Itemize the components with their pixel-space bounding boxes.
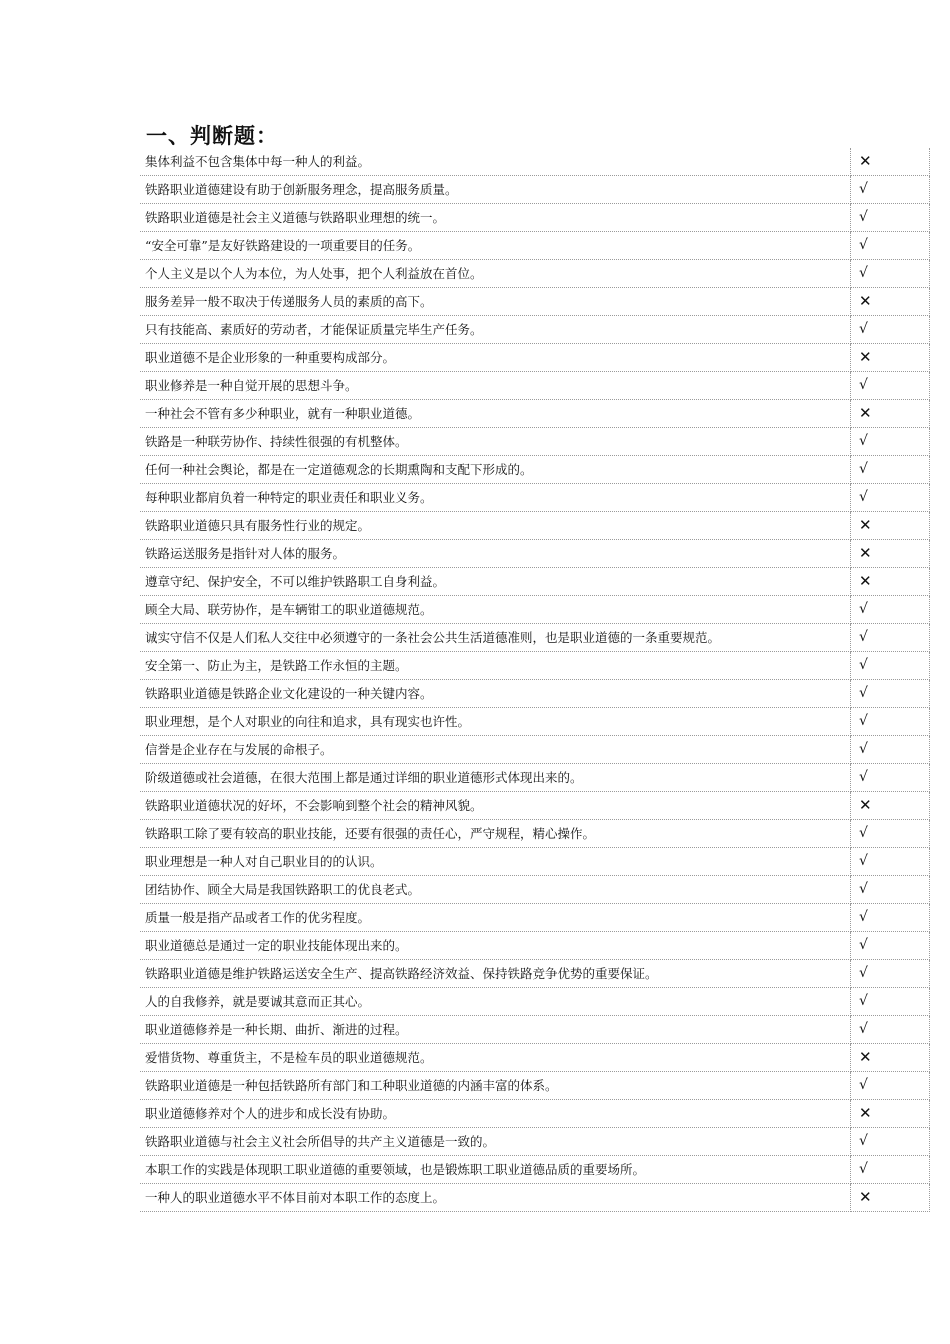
question-row — [140, 148, 930, 176]
answer-correct-mark: √ — [851, 652, 930, 680]
answer-correct-mark: √ — [851, 680, 930, 708]
question-text: 遵章守纪、保护安全，不可以维护铁路职工自身利益。 — [140, 568, 851, 596]
question-row — [140, 316, 930, 344]
question-text: 铁路运送服务是指针对人体的服务。 — [140, 540, 851, 568]
question-row — [140, 372, 930, 400]
question-text: 职业道德修养对个人的进步和成长没有协助。 — [140, 1100, 851, 1128]
question-row — [140, 764, 930, 792]
answer-correct-mark: √ — [851, 260, 930, 288]
question-row — [140, 1128, 930, 1156]
answer-wrong-mark: ✕ — [851, 288, 930, 316]
answer-correct-mark: √ — [851, 232, 930, 260]
answer-wrong-mark: ✕ — [851, 540, 930, 568]
answer-correct-mark: √ — [851, 904, 930, 932]
question-row — [140, 1100, 930, 1128]
answer-wrong-mark: ✕ — [851, 344, 930, 372]
answer-correct-mark: √ — [851, 176, 930, 204]
question-text: 铁路职业道德是铁路企业文化建设的一种关键内容。 — [140, 680, 851, 708]
answer-correct-mark: √ — [851, 1016, 930, 1044]
answer-correct-mark: √ — [851, 624, 930, 652]
question-text: “安全可靠”是友好铁路建设的一项重要目的任务。 — [140, 232, 851, 260]
question-text: 信誉是企业存在与发展的命根子。 — [140, 736, 851, 764]
question-text: 铁路职工除了要有较高的职业技能，还要有很强的责任心，严守规程，精心操作。 — [140, 820, 851, 848]
answer-wrong-mark: ✕ — [851, 400, 930, 428]
answer-correct-mark: √ — [851, 932, 930, 960]
question-row — [140, 932, 930, 960]
question-row — [140, 512, 930, 540]
true-false-question-table — [140, 148, 930, 1212]
answer-wrong-mark: ✕ — [851, 512, 930, 540]
question-text: 一种人的职业道德水平不体目前对本职工作的态度上。 — [140, 1184, 851, 1212]
answer-correct-mark: √ — [851, 820, 930, 848]
question-row — [140, 288, 930, 316]
question-row — [140, 624, 930, 652]
question-text: 职业道德修养是一种长期、曲折、渐进的过程。 — [140, 1016, 851, 1044]
question-text: 个人主义是以个人为本位，为人处事，把个人利益放在首位。 — [140, 260, 851, 288]
answer-correct-mark: √ — [851, 960, 930, 988]
answer-wrong-mark: ✕ — [851, 1100, 930, 1128]
answer-correct-mark: √ — [851, 988, 930, 1016]
answer-correct-mark: √ — [851, 1156, 930, 1184]
answer-correct-mark: √ — [851, 596, 930, 624]
answer-wrong-mark: ✕ — [851, 1044, 930, 1072]
question-row — [140, 456, 930, 484]
question-row — [140, 176, 930, 204]
answer-correct-mark: √ — [851, 736, 930, 764]
question-row — [140, 1072, 930, 1100]
answer-wrong-mark: ✕ — [851, 792, 930, 820]
question-text: 本职工作的实践是体现职工职业道德的重要领域，也是锻炼职工职业道德品质的重要场所。 — [140, 1156, 851, 1184]
question-text: 铁路职业道德是社会主义道德与铁路职业理想的统一。 — [140, 204, 851, 232]
question-text: 顾全大局、联劳协作，是车辆钳工的职业道德规范。 — [140, 596, 851, 624]
question-row — [140, 960, 930, 988]
question-text: 诚实守信不仅是人们私人交往中必须遵守的一条社会公共生活道德准则，也是职业道德的一条重要规范。 — [140, 624, 851, 652]
answer-correct-mark: √ — [851, 1128, 930, 1156]
question-text: 集体利益不包含集体中每一种人的利益。 — [140, 148, 851, 176]
question-row — [140, 792, 930, 820]
question-row — [140, 596, 930, 624]
answer-correct-mark: √ — [851, 764, 930, 792]
answer-correct-mark: √ — [851, 316, 930, 344]
question-row — [140, 988, 930, 1016]
question-row — [140, 1156, 930, 1184]
question-text: 铁路职业道德是维护铁路运送安全生产、提高铁路经济效益、保持铁路竞争优势的重要保证。 — [140, 960, 851, 988]
question-row — [140, 400, 930, 428]
question-text: 人的自我修养，就是要诚其意而正其心。 — [140, 988, 851, 1016]
question-row — [140, 652, 930, 680]
question-row — [140, 428, 930, 456]
question-text: 职业道德不是企业形象的一种重要构成部分。 — [140, 344, 851, 372]
question-row — [140, 232, 930, 260]
question-row — [140, 344, 930, 372]
question-row — [140, 1016, 930, 1044]
question-row — [140, 260, 930, 288]
answer-correct-mark: √ — [851, 428, 930, 456]
answer-correct-mark: √ — [851, 708, 930, 736]
answer-correct-mark: √ — [851, 456, 930, 484]
answer-correct-mark: √ — [851, 372, 930, 400]
question-text: 任何一种社会舆论，都是在一定道德观念的长期熏陶和支配下形成的。 — [140, 456, 851, 484]
question-row — [140, 904, 930, 932]
question-text: 每种职业都肩负着一种特定的职业责任和职业义务。 — [140, 484, 851, 512]
answer-correct-mark: √ — [851, 484, 930, 512]
question-row — [140, 736, 930, 764]
answer-correct-mark: √ — [851, 876, 930, 904]
question-text: 一种社会不管有多少种职业，就有一种职业道德。 — [140, 400, 851, 428]
question-text: 铁路职业道德与社会主义社会所倡导的共产主义道德是一致的。 — [140, 1128, 851, 1156]
question-text: 阶级道德或社会道德，在很大范围上都是通过详细的职业道德形式体现出来的。 — [140, 764, 851, 792]
question-list — [140, 148, 930, 1212]
question-row — [140, 1044, 930, 1072]
question-text: 爱惜货物、尊重货主，不是检车员的职业道德规范。 — [140, 1044, 851, 1072]
question-text: 只有技能高、素质好的劳动者，才能保证质量完毕生产任务。 — [140, 316, 851, 344]
question-row — [140, 876, 930, 904]
question-row — [140, 848, 930, 876]
answer-wrong-mark: ✕ — [851, 568, 930, 596]
question-row — [140, 820, 930, 848]
answer-wrong-mark: ✕ — [851, 148, 930, 176]
question-text: 铁路职业道德建设有助于创新服务理念，提高服务质量。 — [140, 176, 851, 204]
question-text: 铁路职业道德只具有服务性行业的规定。 — [140, 512, 851, 540]
question-row — [140, 1184, 930, 1212]
question-row — [140, 540, 930, 568]
question-row — [140, 680, 930, 708]
question-text: 安全第一、防止为主，是铁路工作永恒的主题。 — [140, 652, 851, 680]
question-text: 职业修养是一种自觉开展的思想斗争。 — [140, 372, 851, 400]
question-text: 铁路职业道德状况的好坏，不会影响到整个社会的精神风貌。 — [140, 792, 851, 820]
answer-correct-mark: √ — [851, 1072, 930, 1100]
question-text: 团结协作、顾全大局是我国铁路职工的优良老式。 — [140, 876, 851, 904]
question-text: 职业理想，是个人对职业的向往和追求，具有现实也许性。 — [140, 708, 851, 736]
question-row — [140, 568, 930, 596]
page-title: 一、判断题： — [146, 124, 278, 148]
question-row — [140, 708, 930, 736]
answer-wrong-mark: ✕ — [851, 1184, 930, 1212]
question-row — [140, 204, 930, 232]
question-text: 职业道德总是通过一定的职业技能体现出来的。 — [140, 932, 851, 960]
question-text: 职业理想是一种人对自己职业目的的认识。 — [140, 848, 851, 876]
question-text: 铁路是一种联劳协作、持续性很强的有机整体。 — [140, 428, 851, 456]
question-text: 铁路职业道德是一种包括铁路所有部门和工种职业道德的内涵丰富的体系。 — [140, 1072, 851, 1100]
answer-correct-mark: √ — [851, 848, 930, 876]
question-text: 服务差异一般不取决于传递服务人员的素质的高下。 — [140, 288, 851, 316]
question-row — [140, 484, 930, 512]
answer-correct-mark: √ — [851, 204, 930, 232]
question-text: 质量一般是指产品或者工作的优劣程度。 — [140, 904, 851, 932]
